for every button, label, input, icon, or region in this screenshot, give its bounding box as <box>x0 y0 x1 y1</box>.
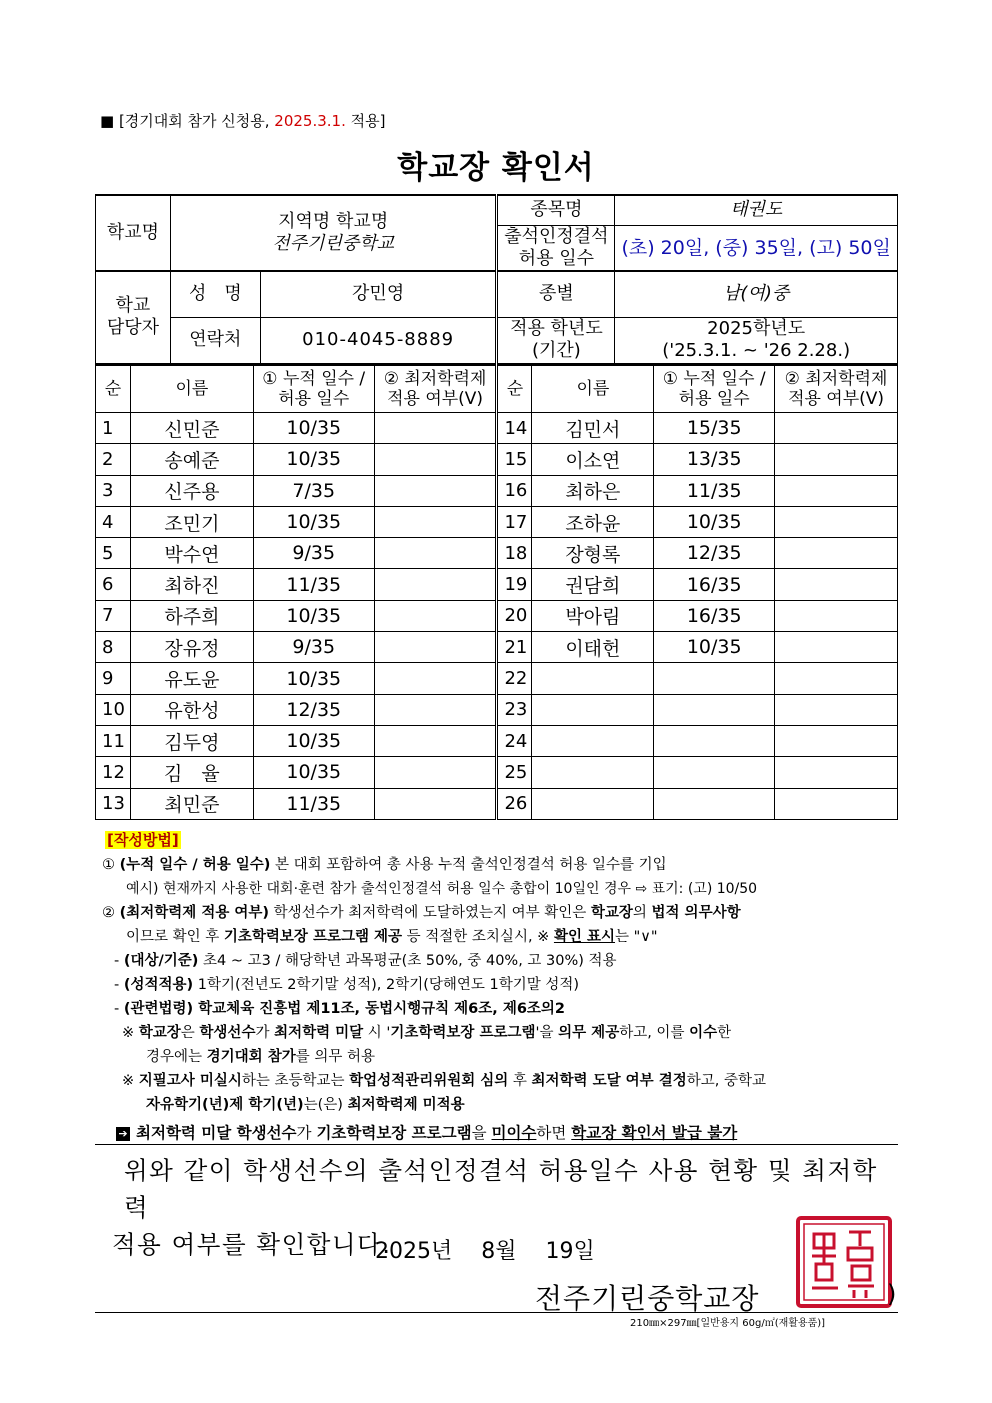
min-standard-check <box>374 600 497 631</box>
days-used <box>654 725 775 756</box>
col-name: 이름 <box>532 365 654 413</box>
min-standard-check <box>775 538 898 569</box>
table-row <box>96 632 898 663</box>
instruction-item: 경우에는 경기대회 참가를 의무 허용 <box>146 1049 375 1065</box>
row-no: 14 <box>497 413 532 444</box>
confirmation-text: 위와 같이 학생선수의 출석인정결석 허용일수 사용 현황 및 최저학력 적용 여부를 확인합니다. <box>112 1156 878 1259</box>
instruction-item: ① (누적 일수 / 허용 일수) 본 대회 포함하여 총 사용 누적 출석인정결석 허용 일수를 기입 <box>102 857 667 873</box>
sport-value: 태권도 <box>615 195 898 225</box>
col-name: 이름 <box>130 365 253 413</box>
days-used: 9/35 <box>253 538 374 569</box>
warning-line: ➔ 최저학력 미달 학생선수가 기초학력보장 프로그램을 미이수하면 학교장 확인서 발급 불가 <box>116 1121 898 1145</box>
row-no: 1 <box>96 413 131 444</box>
row-no: 20 <box>497 600 532 631</box>
days-used: 15/35 <box>654 413 775 444</box>
row-no: 23 <box>497 694 532 725</box>
days-used: 13/35 <box>654 444 775 475</box>
instruction-item: 이므로 확인 후 기초학력보장 프로그램 제공 등 적절한 조치실시, ※ 확인 표시는 "∨" <box>126 929 658 945</box>
days-used: 10/35 <box>253 506 374 537</box>
student-name <box>532 788 654 819</box>
row-no: 6 <box>96 569 131 600</box>
contact-label: 연락처 <box>170 317 260 363</box>
min-standard-check <box>775 475 898 506</box>
days-used: 10/35 <box>253 600 374 631</box>
student-name: 박수연 <box>130 538 253 569</box>
student-name: 조하윤 <box>532 506 654 537</box>
table-row <box>96 663 898 694</box>
student-name: 최민준 <box>130 788 253 819</box>
min-standard-check <box>775 663 898 694</box>
row-no: 9 <box>96 663 131 694</box>
days-used: 10/35 <box>654 506 775 537</box>
school-label: 학교명 <box>96 195 171 271</box>
footer-divider <box>95 1312 898 1313</box>
days-used <box>654 788 775 819</box>
instructions-tag: [작성방법] <box>107 831 179 849</box>
table-row <box>96 725 898 756</box>
student-name <box>532 757 654 788</box>
days-used: 12/35 <box>253 694 374 725</box>
table-row <box>96 788 898 819</box>
instruction-item: ② (최저학력제 적용 여부) 학생선수가 최저학력에 도달하였는지 여부 확인은 학교장의 법적 의무사항 <box>102 905 741 921</box>
min-standard-check <box>775 725 898 756</box>
student-name: 이태헌 <box>532 632 654 663</box>
table-row <box>96 413 898 444</box>
row-no: 22 <box>497 663 532 694</box>
row-no: 11 <box>96 725 131 756</box>
staff-label: 학교 담당자 <box>96 271 171 363</box>
student-name: 김두영 <box>130 725 253 756</box>
table-row <box>96 538 898 569</box>
page-title: 학교장 확인서 <box>397 150 595 186</box>
min-standard-check <box>374 538 497 569</box>
year-value: 2025학년도 ('25.3.1. ~ '26 2.28.) <box>615 317 898 363</box>
sport-label: 종목명 <box>497 195 615 225</box>
min-standard-check <box>775 600 898 631</box>
row-no: 10 <box>96 694 131 725</box>
col-days: ① 누적 일수 / 허용 일수 <box>654 365 775 413</box>
row-no: 5 <box>96 538 131 569</box>
principal-signature: 전주기린중학교장 <box>535 1282 760 1315</box>
days-used: 10/35 <box>253 444 374 475</box>
student-name: 하주희 <box>130 600 253 631</box>
days-used: 10/35 <box>253 413 374 444</box>
student-name: 이소연 <box>532 444 654 475</box>
days-used: 16/35 <box>654 569 775 600</box>
contact-value: 010-4045-8889 <box>260 317 497 363</box>
table-row <box>96 506 898 537</box>
days-used: 11/35 <box>253 569 374 600</box>
apply-date: 2025.3.1. <box>274 112 346 130</box>
min-standard-check <box>775 694 898 725</box>
row-no: 4 <box>96 506 131 537</box>
instruction-item: 예시) 현재까지 사용한 대회·훈련 참가 출석인정결석 허용 일수 총합이 10일인 경우 ⇨ 표기: (고) 10/50 <box>126 881 758 897</box>
allow-label: 출석인정결석 허용 일수 <box>497 225 615 271</box>
days-used: 7/35 <box>253 475 374 506</box>
days-used: 12/35 <box>654 538 775 569</box>
student-name: 장유정 <box>130 632 253 663</box>
student-name: 송예준 <box>130 444 253 475</box>
row-no: 16 <box>497 475 532 506</box>
gender-value: 남(여)중 <box>615 271 898 317</box>
row-no: 21 <box>497 632 532 663</box>
table-row <box>96 475 898 506</box>
student-name: 권담희 <box>532 569 654 600</box>
instructions <box>98 828 898 1145</box>
instruction-item: - (관련법령) 학교체육 진흥법 제11조, 동법시행규칙 제6조, 제6조의2 <box>114 1001 566 1017</box>
student-name <box>532 663 654 694</box>
student-name: 신민준 <box>130 413 253 444</box>
min-standard-check <box>374 413 497 444</box>
days-used: 10/35 <box>654 632 775 663</box>
min-standard-check <box>775 757 898 788</box>
days-used: 16/35 <box>654 600 775 631</box>
min-standard-check <box>775 632 898 663</box>
row-no: 25 <box>497 757 532 788</box>
row-no: 2 <box>96 444 131 475</box>
table-row <box>96 757 898 788</box>
col-min: ② 최저학력제 적용 여부(V) <box>775 365 898 413</box>
table-row <box>96 569 898 600</box>
paper-spec: 210㎜×297㎜[일반용지 60g/㎡(재활용품)] <box>630 1318 826 1329</box>
min-standard-check <box>775 444 898 475</box>
allow-value: (초) 20일, (중) 35일, (고) 50일 <box>615 225 898 271</box>
student-name: 최하은 <box>532 475 654 506</box>
col-min: ② 최저학력제 적용 여부(V) <box>374 365 497 413</box>
row-no: 26 <box>497 788 532 819</box>
name-value: 강민영 <box>260 271 497 317</box>
arrow-box-icon: ➔ <box>116 1127 130 1141</box>
student-name: 유도윤 <box>130 663 253 694</box>
col-days: ① 누적 일수 / 허용 일수 <box>253 365 374 413</box>
year-label: 적용 학년도 (기간) <box>497 317 615 363</box>
name-label: 성 명 <box>170 271 260 317</box>
min-standard-check <box>775 506 898 537</box>
row-no: 17 <box>497 506 532 537</box>
row-no: 15 <box>497 444 532 475</box>
min-standard-check <box>374 569 497 600</box>
days-used <box>654 694 775 725</box>
days-used <box>654 663 775 694</box>
days-used <box>654 757 775 788</box>
instruction-item: - (성적적용) 1학기(전년도 2학기말 성적), 2학기(당해연도 1학기말 성적) <box>114 977 580 993</box>
min-standard-check <box>374 757 497 788</box>
days-used: 10/35 <box>253 725 374 756</box>
min-standard-check <box>374 663 497 694</box>
student-name: 유한성 <box>130 694 253 725</box>
row-no: 24 <box>497 725 532 756</box>
table-row <box>96 600 898 631</box>
student-name <box>532 725 654 756</box>
row-no: 19 <box>497 569 532 600</box>
min-standard-check <box>374 632 497 663</box>
min-standard-check <box>374 506 497 537</box>
days-used: 10/35 <box>253 757 374 788</box>
min-standard-check <box>374 788 497 819</box>
school-name: 지역명 학교명 전주기린중학교 <box>170 195 497 271</box>
min-standard-check <box>374 725 497 756</box>
days-used: 9/35 <box>253 632 374 663</box>
days-used: 10/35 <box>253 663 374 694</box>
closing-paren: ) <box>887 1280 897 1308</box>
student-name: 박아림 <box>532 600 654 631</box>
gender-label: 종별 <box>497 271 615 317</box>
min-standard-check <box>775 788 898 819</box>
row-no: 18 <box>497 538 532 569</box>
min-standard-check <box>775 413 898 444</box>
student-name <box>532 694 654 725</box>
student-name: 김 율 <box>130 757 253 788</box>
student-name: 최하진 <box>130 569 253 600</box>
form-header: ■ [경기대회 참가 신청용, 2025.3.1. 적용] <box>100 112 386 130</box>
student-table <box>95 364 898 820</box>
col-no: 순 <box>96 365 131 413</box>
official-seal-icon <box>794 1214 897 1310</box>
student-name: 김민서 <box>532 413 654 444</box>
divider <box>95 1144 898 1145</box>
col-no: 순 <box>497 365 532 413</box>
info-table <box>95 194 898 364</box>
row-no: 7 <box>96 600 131 631</box>
instruction-item: ※ 학교장은 학생선수가 최저학력 미달 시 '기초학력보장 프로그램'을 의무 제공하고, 이를 이수한 <box>122 1025 732 1041</box>
days-used: 11/35 <box>253 788 374 819</box>
student-name: 장형록 <box>532 538 654 569</box>
instruction-item: - (대상/기준) 초4 ~ 고3 / 해당학년 과목평균(초 50%, 중 40%, 고 30%) 적용 <box>114 953 617 969</box>
row-no: 12 <box>96 757 131 788</box>
min-standard-check <box>374 444 497 475</box>
min-standard-check <box>775 569 898 600</box>
student-name: 조민기 <box>130 506 253 537</box>
table-row <box>96 694 898 725</box>
days-used: 11/35 <box>654 475 775 506</box>
row-no: 8 <box>96 632 131 663</box>
instruction-item: ※ 지필고사 미실시하는 초등학교는 학업성적관리위원회 심의 후 최저학력 도달 여부 결정하고, 중학교 <box>122 1073 766 1089</box>
row-no: 13 <box>96 788 131 819</box>
student-name: 신주용 <box>130 475 253 506</box>
instruction-item: 자유학기(년)제 학기(년)는(은) 최저학력제 미적용 <box>146 1097 465 1113</box>
table-row <box>96 444 898 475</box>
min-standard-check <box>374 694 497 725</box>
min-standard-check <box>374 475 497 506</box>
row-no: 3 <box>96 475 131 506</box>
issue-date: 2025년 8월 19일 <box>375 1239 595 1264</box>
